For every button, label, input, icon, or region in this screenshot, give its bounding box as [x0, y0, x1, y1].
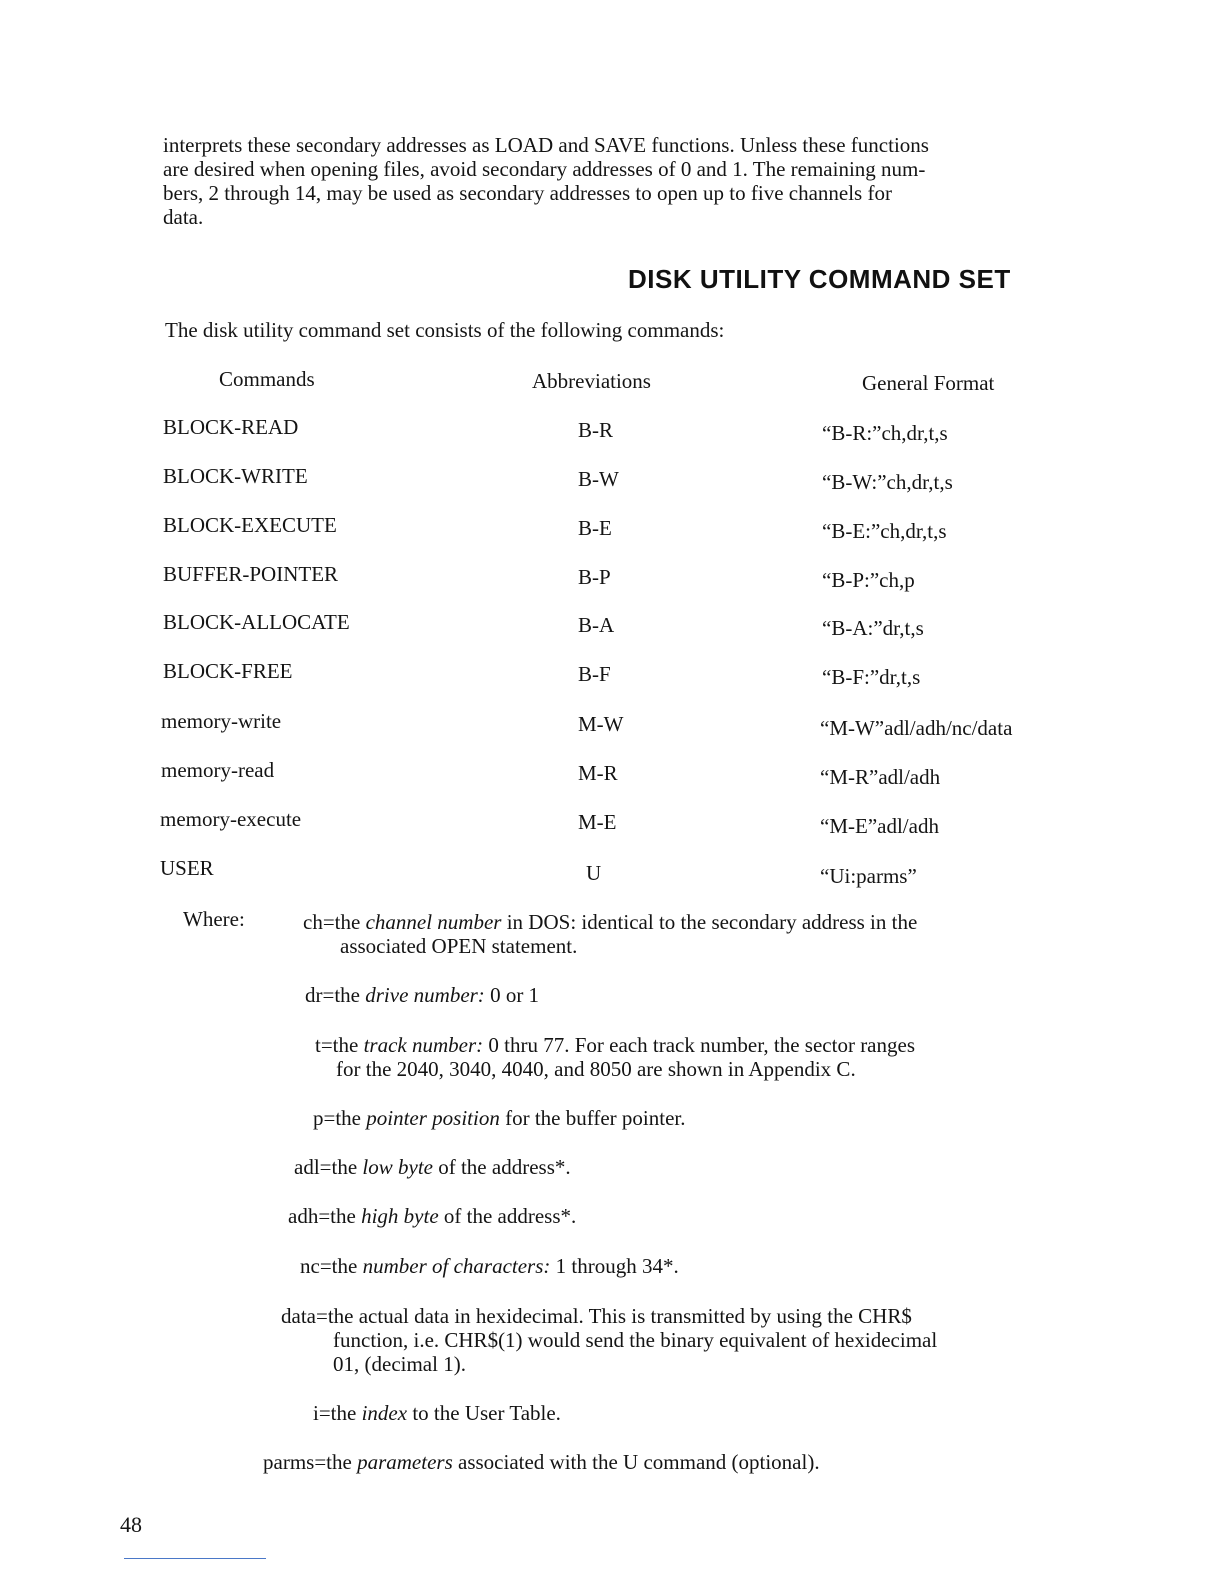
definition-adh — [288, 1204, 576, 1228]
page-number: 48 — [120, 1512, 142, 1537]
command-abbreviation: B-W — [578, 467, 619, 491]
command-name: BLOCK-FREE — [163, 659, 293, 683]
definition-text: for the buffer pointer. — [499, 1106, 686, 1130]
definition-data — [281, 1304, 937, 1376]
command-format: “M-E”adl/adh — [820, 814, 939, 838]
command-format: “M-R”adl/adh — [820, 765, 941, 789]
command-name: memory-write — [161, 709, 282, 733]
definition-term: dr=the — [305, 983, 366, 1007]
lead-sentence: The disk utility command set consists of the following commands: — [165, 318, 725, 342]
table-row — [0, 709, 1224, 739]
table-row — [0, 610, 1224, 640]
definition-text: of the address*. — [432, 1155, 571, 1179]
definition-term: t=the — [315, 1033, 364, 1057]
definition-text: of the address*. — [438, 1204, 577, 1228]
command-name: BLOCK-EXECUTE — [163, 513, 337, 537]
table-row — [0, 659, 1224, 689]
definition-text: 0 thru 77. For each track number, the sector ranges — [483, 1033, 915, 1057]
definition-continuation: 01, (decimal 1). — [333, 1352, 466, 1376]
command-name: BLOCK-READ — [163, 415, 299, 439]
command-abbreviation: M-E — [578, 810, 617, 834]
definition-adl — [294, 1155, 571, 1179]
command-abbreviation: B-F — [578, 662, 611, 686]
definition-ch — [303, 910, 917, 958]
command-name: BLOCK-ALLOCATE — [163, 610, 350, 634]
table-row — [0, 562, 1224, 592]
definition-emphasis: index — [361, 1401, 408, 1425]
definition-continuation: associated OPEN statement. — [340, 934, 578, 958]
command-abbreviation: M-W — [578, 712, 624, 736]
definition-emphasis: channel number — [365, 910, 502, 934]
footer-rule — [124, 1558, 266, 1559]
intro-line: interprets these secondary addresses as LOAD and SAVE functions. Unless these functions — [163, 133, 929, 157]
intro-line: bers, 2 through 14, may be used as secondary addresses to open up to five channels for — [163, 181, 892, 205]
command-name: BLOCK-WRITE — [163, 464, 308, 488]
command-format: “B-A:”dr,t,s — [822, 616, 924, 640]
definition-emphasis: parameters — [357, 1450, 453, 1474]
definition-text: 1 through 34*. — [550, 1254, 679, 1278]
definition-dr — [305, 983, 539, 1007]
definition-continuation: function, i.e. CHR$(1) would send the binary equivalent of hexidecimal — [333, 1328, 938, 1352]
command-format: “B-P:”ch,p — [822, 568, 915, 592]
definition-t — [315, 1033, 915, 1081]
definition-emphasis: pointer position — [366, 1106, 500, 1130]
table-row — [0, 856, 1224, 886]
command-abbreviation: B-R — [578, 418, 614, 442]
definition-continuation: for the 2040, 3040, 4040, and 8050 are shown in Appendix C. — [336, 1057, 856, 1081]
intro-line: are desired when opening files, avoid secondary addresses of 0 and 1. The remaining num- — [163, 157, 926, 181]
command-format: “Ui:parms” — [820, 864, 917, 888]
command-name: BUFFER-POINTER — [163, 562, 339, 586]
definition-emphasis: track number: — [363, 1033, 484, 1057]
command-name: memory-read — [161, 758, 275, 782]
definition-term: i=the — [313, 1401, 362, 1425]
where-label: Where: — [183, 907, 245, 931]
command-abbreviation: B-E — [578, 516, 612, 540]
definition-term: parms=the — [263, 1450, 358, 1474]
definition-term: adl=the — [294, 1155, 363, 1179]
header-abbreviations: Abbreviations — [532, 369, 651, 393]
definition-term: adh=the — [288, 1204, 362, 1228]
command-format: “B-W:”ch,dr,t,s — [822, 470, 953, 494]
definition-emphasis: high byte — [361, 1204, 439, 1228]
command-format: “B-F:”dr,t,s — [822, 665, 921, 689]
table-row — [0, 513, 1224, 543]
command-abbreviation: U — [586, 861, 602, 885]
definition-emphasis: drive number: — [365, 983, 485, 1007]
command-format: “B-R:”ch,dr,t,s — [822, 421, 948, 445]
table-row — [0, 464, 1224, 494]
definition-p — [313, 1106, 685, 1130]
section-title: DISK UTILITY COMMAND SET — [628, 264, 1011, 294]
definition-term: nc=the — [300, 1254, 363, 1278]
command-abbreviation: B-P — [578, 565, 611, 589]
table-row — [0, 758, 1224, 788]
definition-text: 0 or 1 — [484, 983, 540, 1007]
definition-emphasis: number of characters: — [362, 1254, 551, 1278]
header-general-format: General Format — [862, 371, 995, 395]
definition-text: in DOS: identical to the secondary address in the — [501, 910, 918, 934]
definition-term: ch=the — [303, 910, 366, 934]
command-name: memory-execute — [160, 807, 302, 831]
command-format: “B-E:”ch,dr,t,s — [822, 519, 947, 543]
definition-term: data=the actual data in hexidecimal. This is transmitted by using the CHR$ — [281, 1304, 912, 1328]
table-row — [0, 415, 1224, 445]
definition-text: to the User Table. — [407, 1401, 561, 1425]
intro-paragraph — [163, 133, 1043, 229]
header-commands: Commands — [219, 367, 315, 391]
definition-text: associated with the U command (optional). — [452, 1450, 820, 1474]
intro-line: data. — [163, 205, 204, 229]
command-abbreviation: M-R — [578, 761, 618, 785]
definition-emphasis: low byte — [362, 1155, 433, 1179]
definition-term: p=the — [313, 1106, 367, 1130]
command-abbreviation: B-A — [578, 613, 615, 637]
command-format: “M-W”adl/adh/nc/data — [820, 716, 1013, 740]
table-row — [0, 807, 1224, 837]
definition-i — [313, 1401, 561, 1425]
definition-nc — [300, 1254, 679, 1278]
definition-parms — [263, 1450, 820, 1474]
command-name: USER — [160, 856, 214, 880]
